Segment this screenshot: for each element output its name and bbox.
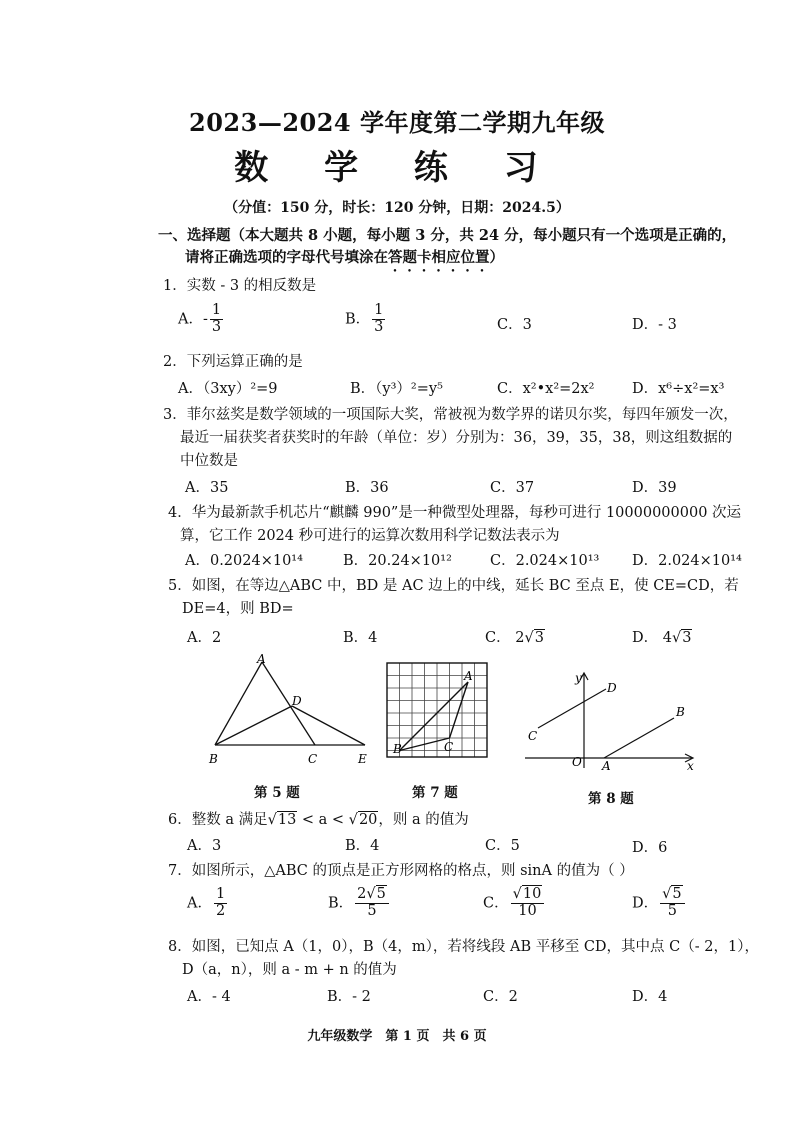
exam-meta: （分值：150 分，时长：120 分钟，日期：2024.5） <box>224 200 570 216</box>
question-5-option-c: C． 2√3 <box>485 630 544 646</box>
question-7-option-d <box>632 887 687 920</box>
question-4-option-d: D．2.024×10¹⁴ <box>632 553 742 569</box>
question-4-line-1: 4．华为最新款手机芯片“麒麟 990”是一种微型处理器，每秒可进行 10000000000 次运 <box>168 505 742 521</box>
question-2-option-d: D．x⁶÷x²=x³ <box>632 381 725 397</box>
question-2-option-b: B．（y³）²=y⁵ <box>350 381 443 397</box>
coefficient: 4 <box>662 630 672 646</box>
fig8-label-y: y <box>575 671 582 685</box>
question-8-option-d: D．4 <box>632 989 668 1005</box>
question-7-option-c <box>483 887 546 920</box>
radicand: 3 <box>534 630 544 646</box>
fraction <box>372 303 385 336</box>
question-4-option-a: A．0.2024×10¹⁴ <box>185 553 303 569</box>
question-6-option-a: A．3 <box>187 838 222 854</box>
q6-prefix: 6．整数 a 满足 <box>168 812 268 828</box>
instruction-suffix: ） <box>489 249 504 266</box>
question-1-stem: 1．实数 - 3 的相反数是 <box>163 278 317 294</box>
question-8-option-c: C．2 <box>483 989 518 1005</box>
figure-8-caption: 第 8 题 <box>588 791 634 807</box>
fig5-label-e: E <box>358 752 367 766</box>
numerator: √5 <box>660 887 684 904</box>
radicand: 5 <box>672 886 682 902</box>
question-3-option-b: B．36 <box>345 480 389 496</box>
fig8-label-d: D <box>607 681 617 695</box>
option-a-label: A． <box>187 895 212 912</box>
option-d-label: D． <box>632 895 659 912</box>
question-3-line-2: 最近一届获奖者获奖时的年龄（单位：岁）分别为：36，39，35，38，则这组数据的 <box>180 430 733 446</box>
fig8-label-c: C <box>528 729 538 743</box>
question-1-option-b <box>345 303 387 336</box>
exam-subject: 数 学 练 习 <box>234 148 560 188</box>
figure-5 <box>200 652 375 770</box>
numerator: √10 <box>511 887 545 904</box>
denominator: 3 <box>374 318 384 335</box>
section-instruction <box>185 246 504 275</box>
fig8-label-a: A <box>602 759 611 773</box>
question-1-option-a <box>178 303 225 336</box>
question-3-option-a: A．35 <box>185 480 229 496</box>
radicand: 10 <box>522 886 542 902</box>
option-d-label: D． <box>632 630 659 646</box>
question-2-option-a: A．（3xy）²=9 <box>178 381 278 397</box>
question-3-option-c: C．37 <box>490 480 535 496</box>
numerator: 1 <box>374 302 384 318</box>
question-8-option-b: B．- 2 <box>327 989 371 1005</box>
numerator: 1 <box>215 886 226 902</box>
figure-7 <box>384 660 491 760</box>
question-8-line-1: 8．如图，已知点 A（1，0），B（4，m），若将线段 AB 平移至 CD，其中点 C（- 2，1）， <box>168 939 759 955</box>
option-a-label: A．- <box>178 311 208 328</box>
radicand: 20 <box>358 812 378 828</box>
fraction <box>511 887 545 920</box>
question-3-line-1: 3．菲尔兹奖是数学领域的一项国际大奖，常被视为数学界的诺贝尔奖，每四年颁发一次， <box>163 407 738 423</box>
numerator: 2√5 <box>355 887 389 904</box>
fig8-label-b: B <box>676 705 685 719</box>
numerator: 1 <box>211 302 222 318</box>
denominator: 10 <box>518 902 537 919</box>
question-3-option-d: D．39 <box>632 480 677 496</box>
question-6-option-c: C．5 <box>485 838 520 854</box>
fig5-label-a: A <box>257 652 266 666</box>
fig8-label-x: x <box>687 759 694 773</box>
question-3-line-3: 中位数是 <box>180 453 238 469</box>
question-8-line-2: D（a，n），则 a - m + n 的值为 <box>182 962 397 978</box>
section-heading: 一、选择题（本大题共 8 小题，每小题 3 分，共 24 分，每小题只有一个选项是正确的， <box>158 227 737 244</box>
fig7-label-a: A <box>464 669 473 683</box>
question-6-option-b: B．4 <box>345 838 380 854</box>
coefficient: 2 <box>515 630 525 646</box>
question-8-option-a: A．- 4 <box>187 989 231 1005</box>
denominator: 5 <box>367 902 377 919</box>
option-b-label: B． <box>328 895 354 912</box>
option-c-label: C． <box>483 895 509 912</box>
question-7-stem: 7．如图所示，△ABC 的顶点是正方形网格的格点，则 sinA 的值为（ ） <box>168 863 634 879</box>
question-1-option-d: D．- 3 <box>632 317 677 333</box>
option-c-label: C． <box>485 630 511 646</box>
question-5-line-1: 5．如图，在等边△ABC 中，BD 是 AC 边上的中线，延长 BC 至点 E，使 CE=CD，若 <box>168 578 739 594</box>
fig5-label-d: D <box>292 694 302 708</box>
instruction-prefix: 请将正确选项的字母代号填涂在 <box>185 249 388 266</box>
question-6-stem: 6．整数 a 满足√13 < a < √20，则 a 的值为 <box>168 812 469 828</box>
fig7-label-b: B <box>393 742 402 756</box>
fraction <box>660 887 684 920</box>
question-4-line-2: 算，它工作 2024 秒可进行的运算次数用科学记数法表示为 <box>180 528 560 544</box>
coefficient: 2 <box>357 886 367 902</box>
question-4-option-c: C．2.024×10¹³ <box>490 553 600 569</box>
question-5-option-d: D． 4√3 <box>632 630 692 646</box>
fig8-label-o: O <box>572 755 582 769</box>
question-5-line-2: DE=4，则 BD= <box>182 601 294 617</box>
denominator: 3 <box>211 318 222 335</box>
fig5-label-c: C <box>308 752 318 766</box>
q6-suffix: ，则 a 的值为 <box>378 812 469 828</box>
instruction-emphasis: 答题卡相应位置 <box>388 249 490 266</box>
question-4-option-b: B．20.24×10¹² <box>343 553 452 569</box>
exam-title: 2023—2024 学年度第二学期九年级 <box>189 108 605 137</box>
question-5-option-a: A．2 <box>187 630 222 646</box>
figure-7-caption: 第 7 题 <box>412 785 458 801</box>
radicand: 13 <box>277 812 297 828</box>
option-b-label: B． <box>345 311 371 328</box>
denominator: 5 <box>667 902 677 919</box>
question-2-stem: 2．下列运算正确的是 <box>163 354 303 370</box>
question-6-option-d: D．6 <box>632 840 668 856</box>
fraction <box>210 303 223 336</box>
question-7-option-a <box>187 887 229 920</box>
question-7-option-b <box>328 887 391 920</box>
question-5-option-b: B．4 <box>343 630 378 646</box>
radicand: 5 <box>376 886 386 902</box>
q6-inequality: < a < <box>301 812 345 828</box>
fraction <box>214 887 227 920</box>
radicand: 3 <box>682 630 692 646</box>
fraction <box>355 887 389 920</box>
question-1-option-c: C．3 <box>497 317 532 333</box>
fig7-label-c: C <box>444 740 454 754</box>
page-footer: 九年级数学 第 1 页 共 6 页 <box>307 1029 487 1044</box>
question-2-option-c: C．x²•x²=2x² <box>497 381 595 397</box>
fig5-label-b: B <box>209 752 218 766</box>
denominator: 2 <box>215 902 226 919</box>
figure-8 <box>520 668 700 773</box>
figure-5-caption: 第 5 题 <box>254 785 300 801</box>
